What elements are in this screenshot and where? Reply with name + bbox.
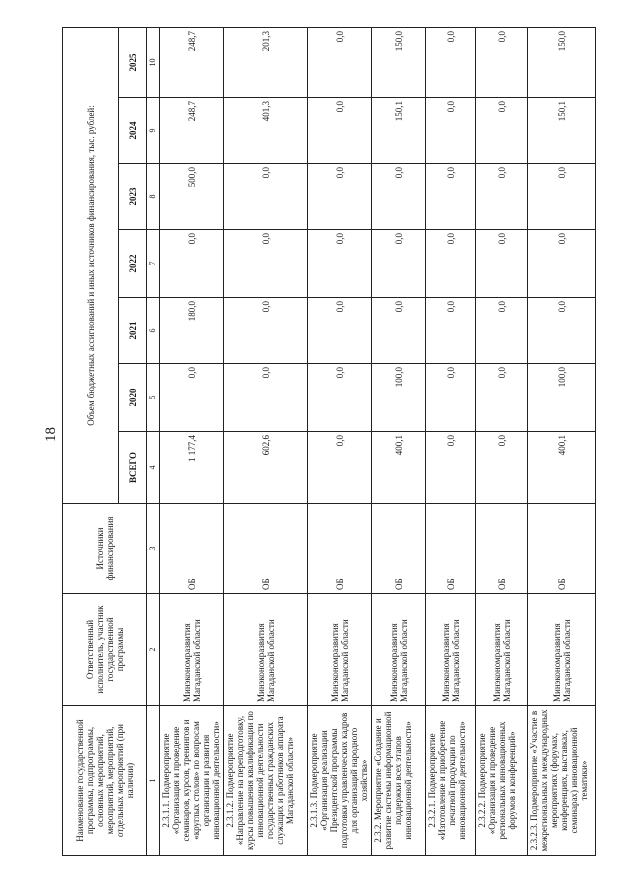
row-executor: Минэкономразвития Магаданской области: [426, 594, 476, 706]
row-value-2024: 0,0: [476, 98, 528, 164]
col-number: 5: [147, 364, 160, 432]
row-value-total: 400,1: [528, 432, 596, 504]
row-value-total: 0,0: [476, 432, 528, 504]
header-year-2024: 2024: [119, 98, 147, 164]
row-value-total: 0,0: [308, 432, 372, 504]
row-value-2023: 0,0: [426, 164, 476, 230]
row-value-2025: 248,7: [160, 27, 224, 97]
financing-table: [62, 27, 596, 856]
row-value-2021: 0,0: [426, 298, 476, 364]
header-year-2021: 2021: [119, 298, 147, 364]
row-value-2024: 150,1: [372, 98, 426, 164]
row-value-2020: 0,0: [426, 364, 476, 432]
header-amount: Объем бюджетных ассигнований и иных источников финансирования, тыс. рублей:: [63, 27, 119, 503]
row-value-2024: 0,0: [426, 98, 476, 164]
col-number: 9: [147, 98, 160, 164]
col-number: 4: [147, 432, 160, 504]
row-name: 2.3.2.2. Подмероприятие «Организация и проведение региональных инновационных форумов и конференций»: [476, 706, 528, 856]
header-year-2020: 2020: [119, 364, 147, 432]
col-number: 1: [147, 706, 160, 856]
row-name: 2.3.1.2. Подмероприятие «Направление на переподготовку, курсы повышения квалификации по инновационной деятельности государственных гражданских служащих и работников аппарата Магаданской области»: [224, 706, 308, 856]
row-value-2022: 0,0: [528, 230, 596, 298]
row-source: ОБ: [476, 504, 528, 594]
row-name: 2.3.1.1. Подмероприятие «Организация и проведение семинаров, курсов, тренингов и «круглых столов» по вопросам организации и развития инновационной деятельности»: [160, 706, 224, 856]
row-value-total: 602,6: [224, 432, 308, 504]
row-source: ОБ: [372, 504, 426, 594]
row-source: ОБ: [160, 504, 224, 594]
col-number: 7: [147, 230, 160, 298]
row-executor: Минэкономразвития Магаданской области: [528, 594, 596, 706]
row-value-2021: 0,0: [224, 298, 308, 364]
row-value-2024: 248,7: [160, 98, 224, 164]
row-value-2025: 0,0: [308, 27, 372, 97]
row-value-total: 1 177,4: [160, 432, 224, 504]
header-executor: Ответственный исполнитель, участник государственной программы: [63, 594, 147, 706]
row-executor: Минэкономразвития Магаданской области: [476, 594, 528, 706]
col-number: 6: [147, 298, 160, 364]
table-row: [426, 27, 476, 855]
row-value-2022: 0,0: [372, 230, 426, 298]
header-year-2023: 2023: [119, 164, 147, 230]
row-value-2022: 0,0: [426, 230, 476, 298]
row-value-2020: 0,0: [224, 364, 308, 432]
row-value-2023: 0,0: [308, 164, 372, 230]
row-source: ОБ: [224, 504, 308, 594]
row-value-2022: 0,0: [224, 230, 308, 298]
row-source: ОБ: [528, 504, 596, 594]
header-year-2025: 2025: [119, 27, 147, 97]
row-name: 2.3.2.1. Подмероприятие «Изготовление и приобретение печатной продукции по инновационной деятельности»: [426, 706, 476, 856]
table-row: [528, 27, 596, 855]
col-number: 8: [147, 164, 160, 230]
row-value-2023: 0,0: [372, 164, 426, 230]
row-name: 2.3.1.3. Подмероприятие «Организация реализации Президентской программы подготовки управленческих кадров для организаций народного хозяйства»: [308, 706, 372, 856]
row-value-2021: 0,0: [476, 298, 528, 364]
header-source: Источники финансирования: [63, 504, 147, 594]
col-number: 10: [147, 27, 160, 97]
row-value-2020: 0,0: [160, 364, 224, 432]
table-row: [308, 27, 372, 855]
row-executor: Минэкономразвития Магаданской области: [372, 594, 426, 706]
row-value-2025: 150,0: [528, 27, 596, 97]
table-row: [372, 27, 426, 855]
row-executor: Минэкономразвития Магаданской области: [160, 594, 224, 706]
row-value-2020: 100,0: [372, 364, 426, 432]
row-value-2025: 150,0: [372, 27, 426, 97]
row-value-2020: 0,0: [308, 364, 372, 432]
row-source: ОБ: [426, 504, 476, 594]
row-source: ОБ: [308, 504, 372, 594]
row-executor: Минэкономразвития Магаданской области: [308, 594, 372, 706]
row-value-total: 400,1: [372, 432, 426, 504]
header-name: Наименование государственной программы, подпрограммы, основных мероприятий, мероприятий, мероприятий, отдельных мероприятий (при наличии): [63, 706, 147, 856]
row-value-2022: 0,0: [160, 230, 224, 298]
row-name: 2.3.2. Мероприятие «Создание и развитие системы информационной поддержки всех этапов инновационной деятельности»: [372, 706, 426, 856]
row-value-2021: 0,0: [308, 298, 372, 364]
row-value-2021: 0,0: [528, 298, 596, 364]
row-value-2020: 100,0: [528, 364, 596, 432]
table-row: [476, 27, 528, 855]
row-value-2023: 0,0: [476, 164, 528, 230]
row-value-2024: 150,1: [528, 98, 596, 164]
row-value-2021: 0,0: [372, 298, 426, 364]
row-value-2023: 0,0: [528, 164, 596, 230]
page-number: 18: [43, 427, 59, 442]
row-value-2025: 0,0: [476, 27, 528, 97]
row-value-2020: 0,0: [476, 364, 528, 432]
row-value-2024: 0,0: [308, 98, 372, 164]
col-number: 3: [147, 504, 160, 594]
row-value-2025: 201,3: [224, 27, 308, 97]
row-value-2021: 180,0: [160, 298, 224, 364]
row-value-2022: 0,0: [476, 230, 528, 298]
row-value-total: 0,0: [426, 432, 476, 504]
row-value-2025: 0,0: [426, 27, 476, 97]
header-year-2022: 2022: [119, 230, 147, 298]
row-value-2023: 500,0: [160, 164, 224, 230]
rotated-table-container: [62, 28, 622, 856]
row-value-2024: 401,3: [224, 98, 308, 164]
table-row: [160, 27, 224, 855]
row-name: 2.3.2.3. Подмероприятие «Участие в межрегиональных и международных мероприятиях (форумах, конференциях, выставках, семинарах) инновационной тематики»: [528, 706, 596, 856]
row-executor: Минэкономразвития Магаданской области: [224, 594, 308, 706]
row-value-2022: 0,0: [308, 230, 372, 298]
col-number: 2: [147, 594, 160, 706]
row-value-2023: 0,0: [224, 164, 308, 230]
table-row: [224, 27, 308, 855]
header-year-total: ВСЕГО: [119, 432, 147, 504]
